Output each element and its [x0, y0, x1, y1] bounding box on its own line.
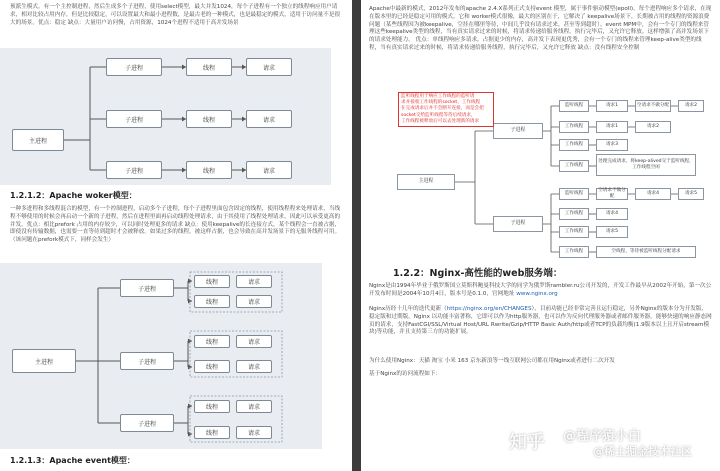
- nginx-paragraph-2: [369, 306, 712, 337]
- worker-thread-box: 工作线程: [559, 121, 589, 133]
- juejin-watermark: @稀土掘金技术社区: [593, 445, 692, 458]
- listener-thread-note: [398, 92, 494, 127]
- request-box: 请求: [246, 58, 292, 76]
- request-box: 请求: [236, 400, 272, 413]
- request-box: 请求5: [678, 188, 704, 200]
- request-box: 请求: [236, 275, 272, 288]
- empty-request-box: 空请求不做分配: [635, 100, 671, 112]
- nginx-paragraph-1-text: Nginx是由1994年毕业于俄罗斯国立莫斯科鲍曼科技大学的同学为俄罗斯rambler.ru公司开发的，开发工作最早从2002年开始，第一次公开发布时间是2004年10月4日，版本号是0.1.0，官网地址: [369, 283, 712, 297]
- note-line: 在完成请求后并不会断开连接，而是会把: [401, 106, 484, 112]
- request-box: 请求4: [635, 188, 671, 200]
- child-process-box: 子进程: [106, 58, 162, 76]
- master-process-box: 主进程: [397, 174, 455, 190]
- nginx-paragraph-4: 基于Nginx的访问流程如下：: [369, 371, 442, 377]
- worker-thread-box: 工作线程: [559, 160, 589, 172]
- right-page: [361, 0, 720, 471]
- left-page: [0, 0, 352, 471]
- empty-request-box: 空请求不做分配: [596, 188, 628, 200]
- nginx-changes-link[interactable]: https://nginx.org/en/CHANGES: [446, 306, 532, 312]
- thread-box: 线程: [194, 400, 230, 413]
- worker-thread-box: 工作线程: [559, 246, 589, 258]
- worker-paragraph: 一种多进程和多线程混合的模型，有一个控制进程，启动多个子进程，每个子进程里面包含固定的线程，使用线程程来处理请求，当线程不够使用的时候会再启动一个新的子进程，然后在进程里面再启动线程处理请求，由于其使用了线程处理请求，因此可以承受更高的并发。优点：相比prefork 占用的内存较少，可以同时处理更多的请求 缺点：使用keepalive的长连接方式，某个线程会一直被占据，即使没有传输数据，也需要一直等待到超时才会被释放。如果过多的线程，被这样占据，也会导致在高并发场景下的无服务线程可用。（该问题在prefork模式下，同样会发生）: [10, 206, 341, 244]
- request-box: 请求3: [596, 139, 628, 151]
- page-gutter: [352, 0, 361, 471]
- master-process-box: 主进程: [12, 129, 64, 151]
- thread-box: 线程: [194, 295, 230, 308]
- nginx-paragraph-3: 为什么使用Nginx：天猫 淘宝 小米 163 京东新浪等一线互联网公司都在用Nginx或者进行二次开发: [369, 358, 615, 364]
- request-box: 请求1: [596, 100, 628, 112]
- listener-thread-box: 监听线程: [559, 100, 589, 112]
- note-line: socket交给监听线程等待后续请求，: [401, 112, 476, 118]
- event-heading: 1.2.1.3：Apache event模型：: [10, 456, 135, 465]
- request-box: 请求: [236, 295, 272, 308]
- request-box: 请求: [246, 161, 292, 179]
- intro-paragraph: 预派生模式。有一个主控制进程，然后生成多个子进程，使用select模型，最大并发1024，每个子进程有一个独立的线程响应用户请求，相对比较占用内存，但是比较稳定，可以设置最大和最小进程数，是最古老的一种模式，也是最稳定的模式，适用于访问量不是很大的场景。优点：稳定 缺点：大量用户访问慢，占用资源，1024个进程不适用于高并发场景: [10, 4, 341, 26]
- child-process-box: 子进程: [120, 414, 174, 432]
- child-process-box: 子进程: [493, 123, 543, 139]
- nginx-paragraph-2-text-a: Nginx历经十几年的迭代更新（: [369, 306, 447, 312]
- request-box: 请求: [236, 335, 272, 348]
- child-process-box: 子进程: [120, 352, 174, 370]
- event-paragraph: Apache中最新的模式，2012年发布的apache 2.4.X系列正式支持event 模型，属于事件驱动模型(epoll)，每个进程响应多个请求，在现在版本里的已经是稳定可用的模式。它和 worker模式很像，最大的区别在于，它解决了 keepalive场景下，长期被占用的线程的资源浪费问题（某些线程因为被keepalive，空挂在哪里等待，中间几乎没有请求过来，甚至等到超时）。event MPM中，会有一个专门的线程来管理这些keepalive类型的线程，当有真实请求过来的时候，将请求传递给服务线程，执行完毕后，又允许它释放。这样增强了高并发场景下的请求处理能力。 优点：单线程响应多请求，占据更少的内存，高并发下表现更优秀，会有一个专门的线程来管理keep-alive类型的线程，当有真实请求过来的时候，将请求传递给服务线程，执行完毕后，又允许它释放 缺点：没有线程安全控制: [369, 6, 712, 51]
- thread-box: 线程: [194, 426, 230, 439]
- thread-box: 线程: [186, 58, 232, 76]
- child-process-box: 子进程: [106, 161, 162, 179]
- nginx-official-link[interactable]: www.nginx.org: [516, 290, 558, 297]
- worker-heading: 1.2.1.2：Apache woker模型：: [10, 191, 137, 200]
- worker-diagram: [0, 263, 322, 449]
- request-box: 请求1: [596, 121, 628, 133]
- request-box: 请求2: [678, 100, 704, 112]
- thread-box: 线程: [194, 275, 230, 288]
- thread-box: 线程: [186, 110, 232, 128]
- nginx-paragraph-1: [369, 283, 712, 299]
- thread-box: 线程: [186, 161, 232, 179]
- request-box: 请求4: [596, 208, 628, 220]
- request-box: 请求: [246, 110, 292, 128]
- author-watermark: @程序猿小白: [563, 429, 642, 444]
- prefork-diagram: [0, 48, 331, 185]
- worker-thread-box: 工作线程: [559, 139, 589, 151]
- note-line: 求并接收工作线程的socket，工作线程: [401, 100, 481, 106]
- zhihu-watermark: 知乎: [509, 432, 545, 453]
- child-process-box: 子进程: [493, 216, 543, 232]
- child-process-box: 子进程: [120, 279, 174, 297]
- worker-thread-box: 工作线程: [559, 226, 589, 238]
- listener-thread-box: 监听线程: [559, 188, 589, 200]
- nginx-paragraph-2-text-b: ），目前功能已经非常完善且运行稳定，另外Nginx的版本分为开发版、稳定版和过期版，Nginx 以功能丰富著称，它即可以作为http服务器，也可以作为反向代理服务器或者邮件服务器，能够快速的响应静态网页的请求，支持FastCGI/SSL/Virtual Host/URL Rwrite/Gzip/HTTP Basic Auth/http或者TCP的负载均衡(1.9版本以上且开启stream模块)等功能，并且支持第三方的功能扩展。: [369, 306, 712, 336]
- nginx-heading: 1.2.2：Nginx-高性能的web服务端：: [393, 268, 563, 279]
- master-process-box: 主进程: [12, 349, 76, 373]
- note-line: 监听线程用于响应工作线程的监听请: [401, 94, 475, 99]
- request-box: 请求2: [635, 121, 671, 133]
- thread-box: 线程: [194, 360, 230, 373]
- keepalive-note-box: 处理完成请求，将keep-alived交于监听线程，工作线程空闲: [596, 154, 696, 176]
- note-line: 工作线程被释放后可以去处理新的请求: [401, 118, 480, 124]
- request-box: 请求: [236, 426, 272, 439]
- request-box: 请求5: [596, 226, 628, 238]
- idle-thread-note-box: 空线程，等待被监听线程分配请求: [596, 246, 696, 258]
- request-box: 请求: [236, 360, 272, 373]
- thread-box: 线程: [194, 335, 230, 348]
- worker-thread-box: 工作线程: [559, 208, 589, 220]
- child-process-box: 子进程: [106, 110, 162, 128]
